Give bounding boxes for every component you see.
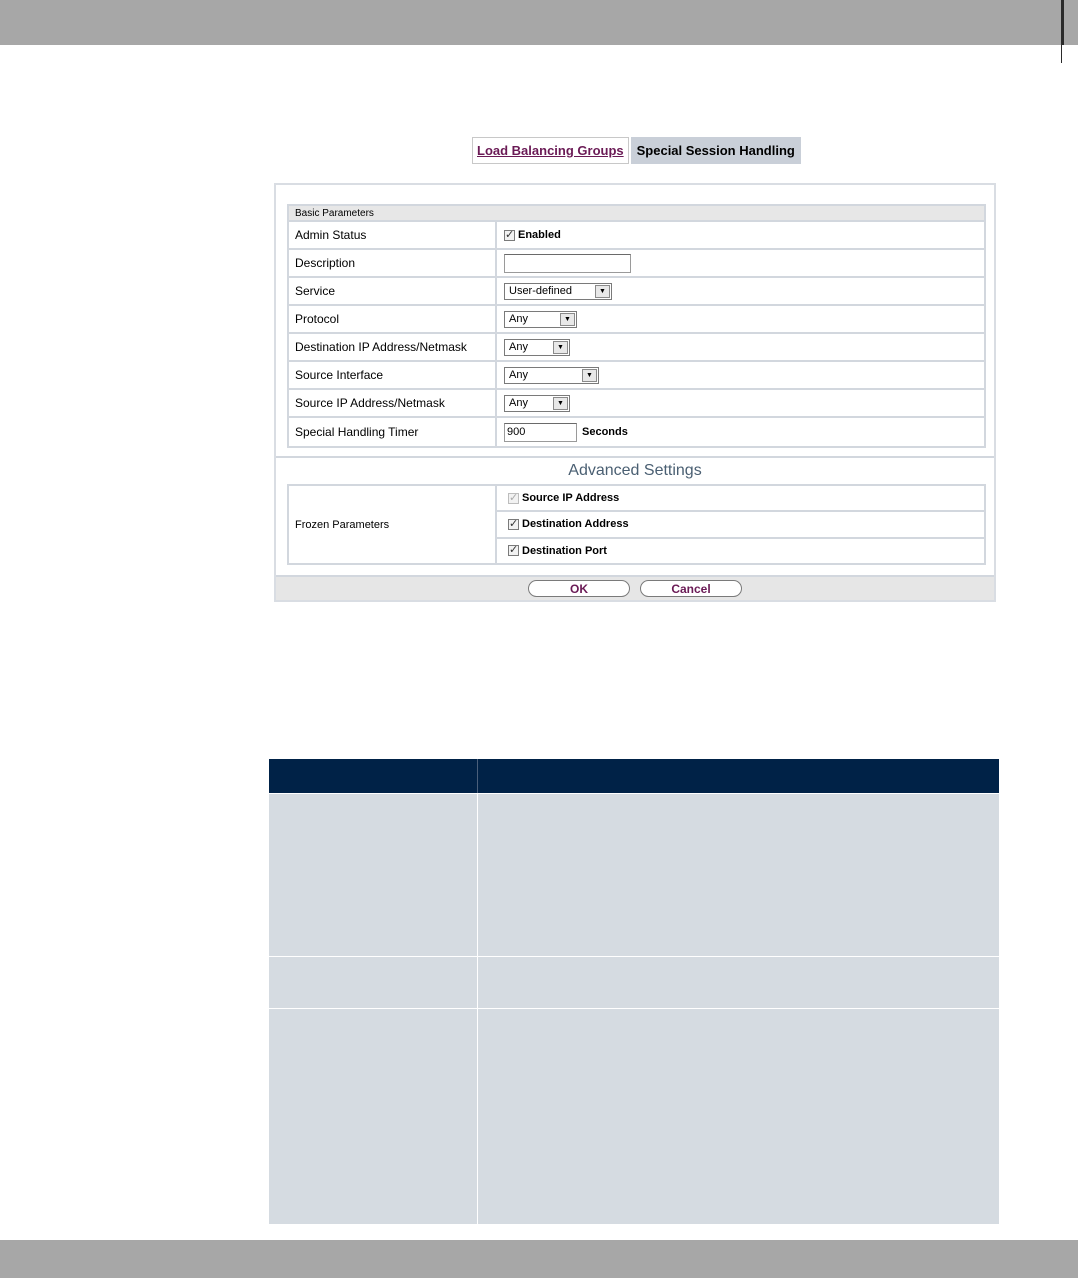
chevron-down-icon[interactable]: ▼ xyxy=(553,397,568,410)
chevron-down-icon[interactable]: ▼ xyxy=(553,341,568,354)
admin-status-row xyxy=(289,222,984,250)
admin-status-checkbox[interactable] xyxy=(504,230,515,241)
table-cell xyxy=(478,1009,999,1224)
source-ip-row xyxy=(289,390,984,418)
service-select[interactable] xyxy=(504,283,612,300)
destination-address-checkbox[interactable] xyxy=(508,519,519,530)
frozen-parameters-label: Frozen Parameters xyxy=(289,486,497,563)
table-header-cell xyxy=(269,759,478,793)
source-interface-select[interactable] xyxy=(504,367,599,384)
source-ip-label: Source IP Address/Netmask xyxy=(289,390,497,416)
table-row xyxy=(269,1008,999,1224)
timer-unit: Seconds xyxy=(582,426,628,438)
source-ip-select-value: Any xyxy=(509,397,528,409)
source-ip-select[interactable] xyxy=(504,395,570,412)
admin-status-checkbox-label: Enabled xyxy=(518,229,561,241)
description-row xyxy=(289,250,984,278)
chevron-down-icon[interactable]: ▼ xyxy=(595,285,610,298)
timer-label: Special Handling Timer xyxy=(289,418,497,446)
table-cell xyxy=(478,794,999,956)
source-interface-row xyxy=(289,362,984,390)
description-input[interactable] xyxy=(504,254,631,273)
protocol-select[interactable] xyxy=(504,311,577,328)
tab-load-balancing-groups[interactable]: Load Balancing Groups xyxy=(472,137,629,164)
protocol-label: Protocol xyxy=(289,306,497,332)
bottom-bar xyxy=(0,1240,1078,1278)
table-header xyxy=(269,759,999,793)
destination-ip-select-value: Any xyxy=(509,341,528,353)
frozen-option-destination-address xyxy=(497,512,984,538)
section-title: Basic Parameters xyxy=(289,206,984,222)
form-panel xyxy=(274,183,996,602)
destination-address-checkbox-label: Destination Address xyxy=(522,518,629,531)
table-cell xyxy=(269,1009,478,1224)
destination-port-checkbox-label: Destination Port xyxy=(522,544,607,557)
destination-port-checkbox[interactable] xyxy=(508,545,519,556)
timer-input[interactable]: 900 xyxy=(504,423,577,442)
destination-ip-row xyxy=(289,334,984,362)
chevron-down-icon[interactable]: ▼ xyxy=(582,369,597,382)
tab-bar xyxy=(472,137,801,164)
frozen-option-source-ip xyxy=(497,486,984,512)
table-cell xyxy=(478,957,999,1008)
service-row xyxy=(289,278,984,306)
basic-parameters-section xyxy=(287,204,986,448)
chevron-down-icon[interactable]: ▼ xyxy=(560,313,575,326)
frozen-option-destination-port xyxy=(497,539,984,563)
timer-row xyxy=(289,418,984,446)
crop-mark-tail xyxy=(1061,45,1062,63)
top-bar xyxy=(0,0,1078,45)
admin-status-label: Admin Status xyxy=(289,222,497,248)
button-bar xyxy=(276,575,994,600)
protocol-select-value: Any xyxy=(509,313,528,325)
source-interface-label: Source Interface xyxy=(289,362,497,388)
frozen-parameters-section xyxy=(287,484,986,565)
source-ip-checkbox xyxy=(508,493,519,504)
service-select-value: User-defined xyxy=(509,285,572,297)
table-cell xyxy=(269,957,478,1008)
destination-ip-select[interactable] xyxy=(504,339,570,356)
description-label: Description xyxy=(289,250,497,276)
tab-special-session-handling[interactable]: Special Session Handling xyxy=(631,137,801,164)
source-ip-checkbox-label: Source IP Address xyxy=(522,492,620,505)
table-row xyxy=(269,956,999,1008)
table-cell xyxy=(269,794,478,956)
advanced-settings-title: Advanced Settings xyxy=(276,456,994,484)
ok-button[interactable]: OK xyxy=(528,580,630,597)
destination-ip-label: Destination IP Address/Netmask xyxy=(289,334,497,360)
source-interface-select-value: Any xyxy=(509,369,528,381)
table-row xyxy=(269,793,999,956)
protocol-row xyxy=(289,306,984,334)
crop-mark xyxy=(1061,0,1064,45)
description-table xyxy=(269,759,999,1224)
cancel-button[interactable]: Cancel xyxy=(640,580,742,597)
service-label: Service xyxy=(289,278,497,304)
